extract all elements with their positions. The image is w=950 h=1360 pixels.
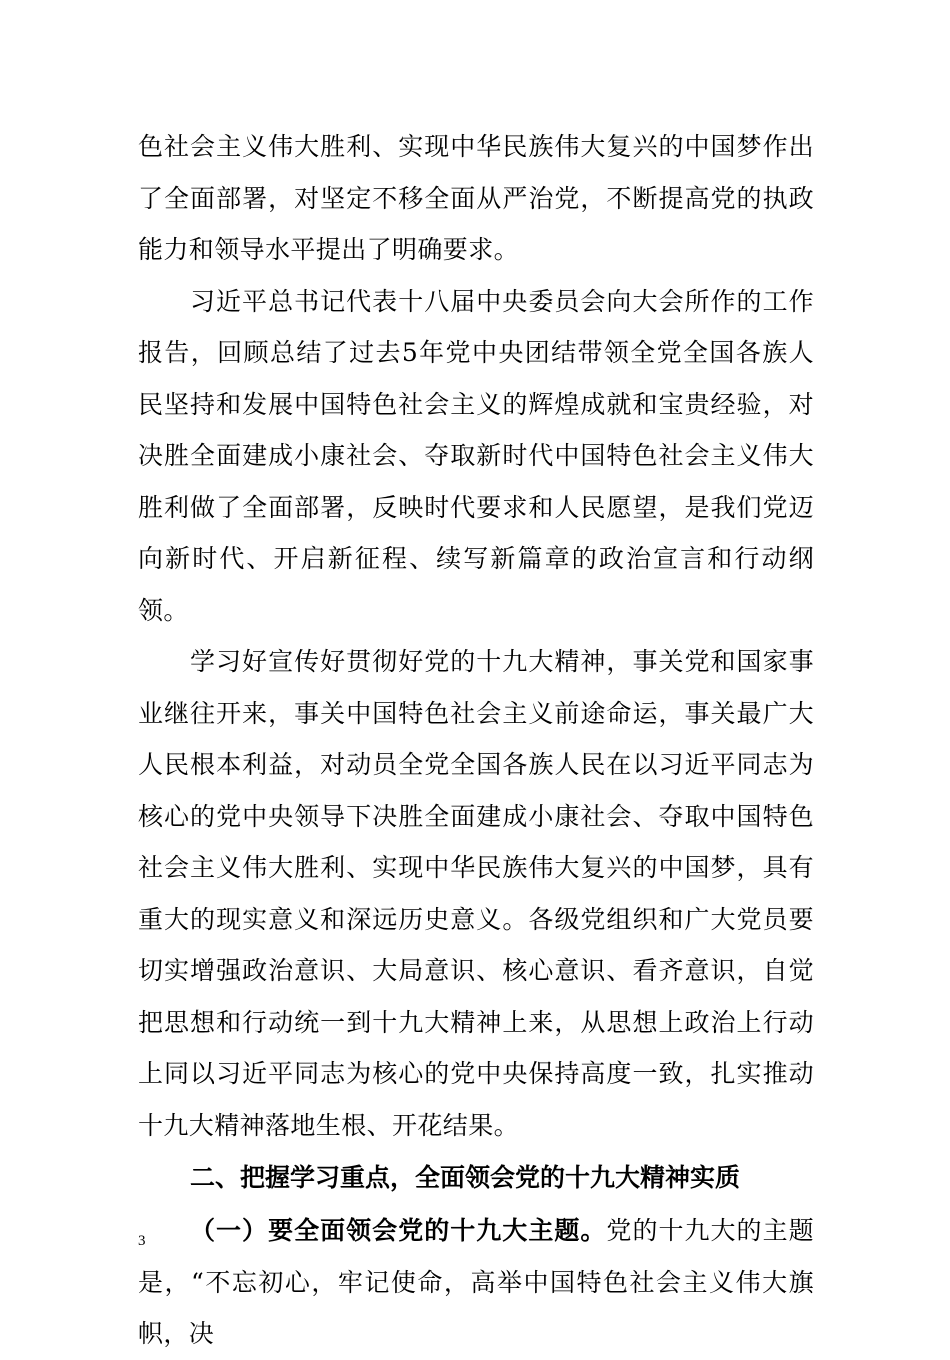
paragraph-study-significance: 学习好宣传好贯彻好党的十九大精神，事关党和国家事业继往开来，事关中国特色社会主义前途命运，事关最广大人民根本利益，对动员全党全国各族人民在以习近平同志为核心的党中央领导下决胜全面建成小康社会、夺取中国特色社会主义伟大胜利、实现中华民族伟大复兴的中国梦，具有重大的现实意义和深远历史意义。各级党组织和广大党员要切实增强政治意识、大局意识、核心意识、看齐意识，自觉把思想和行动统一到十九大精神上来，从思想上政治上行动上同以习近平同志为核心的党中央保持高度一致，扎实推动十九大精神落地生根、开花结果。 bbox=[138, 647, 814, 1140]
section-heading: 二、把握学习重点，全面领会党的十九大精神实质 bbox=[190, 1163, 741, 1192]
subsection-lead: （一）要全面领会党的十九大主题。 bbox=[190, 1216, 607, 1245]
paragraph-subsection-theme bbox=[138, 1205, 814, 1360]
subsection-text: 党的十九大的主题是，“不忘初心，牢记使命，高举中国特色社会主义伟大旗帜，决 bbox=[138, 1216, 815, 1348]
paragraph-work-report: 习近平总书记代表十八届中央委员会向大会所作的工作报告，回顾总结了过去5年党中央团结带领全党全国各族人民坚持和发展中国特色社会主义的辉煌成就和宝贵经验，对决胜全面建成小康社会、夺取新时代中国特色社会主义伟大胜利做了全面部署，反映时代要求和人民愿望，是我们党迈向新时代、开启新征程、续写新篇章的政治宣言和行动纲领。 bbox=[138, 286, 814, 625]
page-number: 3 bbox=[138, 1233, 146, 1249]
paragraph-continuation: 色社会主义伟大胜利、实现中华民族伟大复兴的中国梦作出了全面部署，对坚定不移全面从严治党，不断提高党的执政能力和领导水平提出了明确要求。 bbox=[138, 132, 814, 264]
document-body bbox=[138, 121, 814, 1360]
